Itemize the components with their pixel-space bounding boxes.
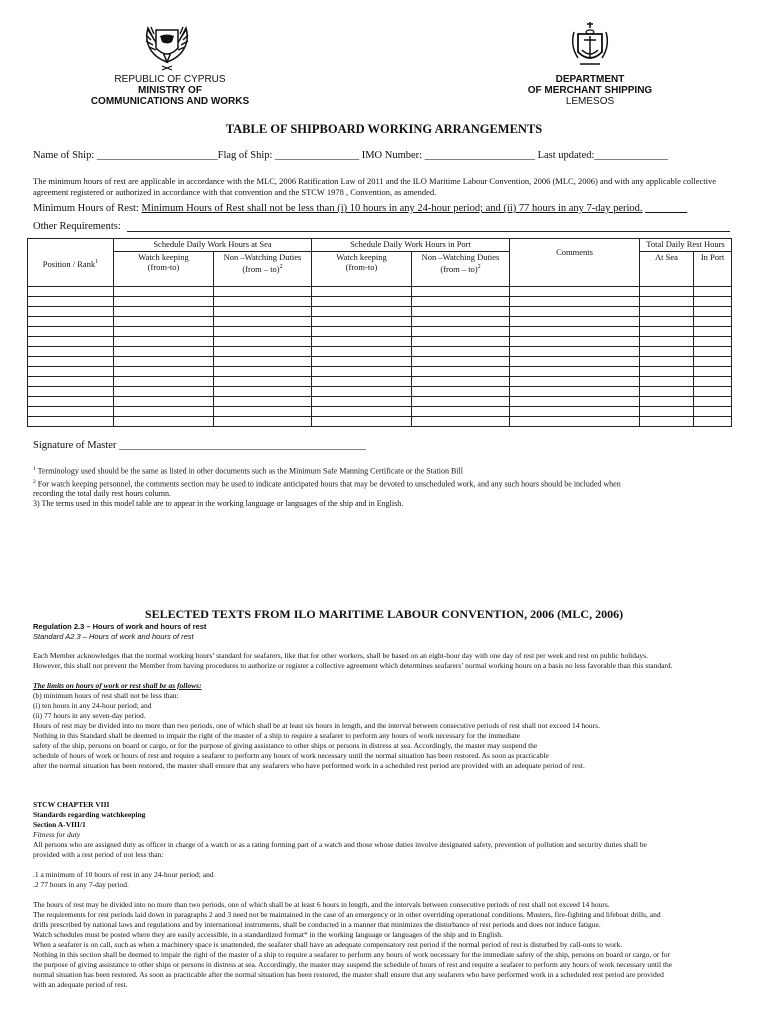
cyprus-emblem-icon	[142, 22, 192, 74]
table-cell[interactable]	[28, 387, 114, 397]
table-cell[interactable]	[312, 377, 412, 387]
table-cell[interactable]	[640, 327, 694, 337]
table-cell[interactable]	[214, 357, 312, 367]
min-rest-label: Minimum Hours of Rest:	[33, 203, 139, 214]
table-cell[interactable]	[114, 407, 214, 417]
table-row[interactable]	[28, 367, 732, 377]
signature-line[interactable]: Signature of Master _______________________________________________	[33, 440, 366, 451]
table-cell[interactable]	[214, 317, 312, 327]
table-row[interactable]	[28, 297, 732, 307]
table-cell[interactable]	[114, 377, 214, 387]
col-comments: Comments	[510, 239, 640, 287]
table-cell[interactable]	[640, 407, 694, 417]
table-cell[interactable]	[312, 417, 412, 427]
page-title: TABLE OF SHIPBOARD WORKING ARRANGEMENTS	[225, 122, 543, 136]
table-cell[interactable]	[214, 367, 312, 377]
table-cell[interactable]	[510, 367, 640, 377]
table-cell[interactable]	[312, 307, 412, 317]
table-cell[interactable]	[214, 327, 312, 337]
table-cell[interactable]	[114, 347, 214, 357]
table-cell[interactable]	[312, 357, 412, 367]
table-cell[interactable]	[640, 297, 694, 307]
table-row[interactable]	[28, 287, 732, 297]
table-cell[interactable]	[412, 417, 510, 427]
table-cell[interactable]	[694, 307, 732, 317]
section2-title: SELECTED TEXTS FROM ILO MARITIME LABOUR CONVENTION, 2006 (MLC, 2006)	[144, 607, 624, 621]
col-port: Schedule Daily Work Hours in Port	[312, 239, 510, 252]
table-cell[interactable]	[28, 287, 114, 297]
section2-standard: Standard A2.3 – Hours of work and hours of rest	[33, 632, 194, 641]
section3-body: STCW CHAPTER VIII Standards regarding watchkeeping Section A-VIII/1 Fitness for duty All persons who are assigned duty as officer in charge of a watch or as a rating forming part of a watch and those whose duties involve designated safety, prevention of pollution and security duties shall be provided with a rest period of not less than: .1 a minimum of 10 hours of rest in any 24-hour period; and .2 77 hours in any 7-day period. The hours of rest may be divided into no more than two periods, one of which shall be at least 6 hours in length, and the intervals between consecutive periods of rest shall not exceed 14 hours. The requirements for rest periods laid down in paragraphs 2 and 3 need not be maintained in the case of an emergency or in other overriding operational conditions. Musters, fire-fighting and lifeboat drills, and drills prescribed by national laws and regulations and by international instruments, shall be conducted in a manner that minimizes the disturbance of rest periods and does not induce fatigue. Watch schedules must be posted where they are easily accessible, in a standardized format* in the working language or languages of the ship and in English. When a seafarer is on call, such as when a machinery space is unattended, the seafarer shall have an adequate compensatory rest period if the normal period of rest is disturbed by call-outs to work. Nothing in this section shall be deemed to impair the right of the master of a ship to require a seafarer to perform any hours of work necessary for the immediate safety of the ship, persons on board or cargo, or for the purpose of giving assistance to other ships or persons in distress at sea. Accordingly, the master may suspend the schedule of hours of rest and require a seafarer to perform any hours of work necessary until the normal situation has been restored. As soon as practicable after the normal situation has been restored, the master shall ensure that any seafarers who have performed work in a scheduled rest period are provided with an adequate period of rest.	[33, 800, 673, 989]
table-cell[interactable]	[412, 297, 510, 307]
table-cell[interactable]	[412, 337, 510, 347]
table-cell[interactable]	[510, 397, 640, 407]
col-port-nonwatch: Non –Watching Duties (from – to)$^2$	[412, 252, 510, 287]
table-row[interactable]	[28, 377, 732, 387]
table-cell[interactable]	[312, 367, 412, 377]
table-cell[interactable]	[28, 377, 114, 387]
table-cell[interactable]	[312, 317, 412, 327]
footnote-2: For watch keeping personnel, the comments section may be used to indicate anticipated hours that may be devoted to unscheduled work, and any such hours should be included when	[37, 479, 621, 489]
table-cell[interactable]	[312, 397, 412, 407]
table-cell[interactable]	[412, 287, 510, 297]
table-cell[interactable]	[510, 417, 640, 427]
table-cell[interactable]	[510, 337, 640, 347]
table-cell[interactable]	[510, 297, 640, 307]
header-right-line3: LEMESOS	[565, 96, 615, 107]
col-sea: Schedule Daily Work Hours at Sea	[114, 239, 312, 252]
min-rest-value: Minimum Hours of Rest shall not be less than (i) 10 hours in any 24-hour period; and (ii) 77 hours in any 7-day period.	[141, 203, 643, 214]
footnotes: $^1$ Terminology used should be the same as listed in other documents such as the Minimum Safe Manning Certificate or the Station Bill $^2$ For watch keeping personnel, the comments section may be used to indicate anticipated hours that may be devoted to unscheduled work, and any such hours should be included when recording the total daily rest hours column. 3) The terms used in this model table are to appear in the working language or languages of the ship and in English.	[33, 464, 743, 509]
table-cell[interactable]	[640, 357, 694, 367]
header-left-line3: COMMUNICATIONS AND WORKS	[90, 96, 250, 107]
col-sea-nonwatch: Non –Watching Duties (from – to)$^2$	[214, 252, 312, 287]
table-cell[interactable]	[412, 387, 510, 397]
table-cell[interactable]	[312, 407, 412, 417]
table-cell[interactable]	[28, 347, 114, 357]
col-sea-watch: Watch keeping (from-to)	[114, 252, 214, 287]
table-cell[interactable]	[510, 347, 640, 357]
col-total: Total Daily Rest Hours	[640, 239, 732, 252]
table-cell[interactable]	[510, 307, 640, 317]
table-cell[interactable]	[28, 327, 114, 337]
col-in-port: In Port	[694, 252, 732, 287]
other-req-line[interactable]	[33, 221, 121, 232]
table-cell[interactable]	[694, 377, 732, 387]
table-cell[interactable]	[694, 337, 732, 347]
table-cell[interactable]	[510, 407, 640, 417]
table-cell[interactable]	[214, 417, 312, 427]
table-cell[interactable]	[114, 317, 214, 327]
table-cell[interactable]	[312, 287, 412, 297]
table-cell[interactable]	[640, 307, 694, 317]
table-cell[interactable]	[694, 347, 732, 357]
table-row[interactable]	[28, 407, 732, 417]
table-row[interactable]	[28, 387, 732, 397]
table-cell[interactable]	[214, 387, 312, 397]
intro-text: The minimum hours of rest are applicable in accordance with the MLC, 2006 Ratification Law of 2011 and the ILO Maritime Labour Convention, 2006 (MLC, 2006) and with any applicable collective agreement registered or authorized in accordance with that convention and the STCW 1978 , Convention, as amended.	[33, 176, 717, 197]
table-cell[interactable]	[214, 307, 312, 317]
table-cell[interactable]	[214, 347, 312, 357]
table-cell[interactable]	[312, 297, 412, 307]
table-cell[interactable]	[694, 407, 732, 417]
table-row[interactable]	[28, 417, 732, 427]
header-right-line1: DEPARTMENT	[555, 74, 625, 85]
table-cell[interactable]	[28, 357, 114, 367]
table-cell[interactable]	[640, 287, 694, 297]
table-cell[interactable]	[694, 357, 732, 367]
table-cell[interactable]	[694, 367, 732, 377]
table-cell[interactable]	[312, 327, 412, 337]
footnote-2-cont: recording the total daily rest hours column.	[33, 489, 171, 499]
table-cell[interactable]	[114, 417, 214, 427]
table-cell[interactable]	[510, 387, 640, 397]
table-cell[interactable]	[510, 357, 640, 367]
table-cell[interactable]	[28, 307, 114, 317]
table-cell[interactable]	[694, 287, 732, 297]
table-cell[interactable]	[412, 377, 510, 387]
table-cell[interactable]	[114, 287, 214, 297]
table-cell[interactable]	[510, 287, 640, 297]
other-req-underline	[127, 231, 730, 232]
other-req-label: Other Requirements:	[33, 221, 121, 232]
table-cell[interactable]	[694, 417, 732, 427]
table-cell[interactable]	[312, 387, 412, 397]
working-arrangements-table	[27, 238, 732, 427]
table-cell[interactable]	[28, 317, 114, 327]
table-cell[interactable]	[28, 397, 114, 407]
table-cell[interactable]	[412, 407, 510, 417]
section2-regulation: Regulation 2.3 – Hours of work and hours of rest	[33, 622, 207, 631]
footnote-3: 3) The terms used in this model table are to appear in the working language or languages of the ship and in English.	[33, 499, 404, 509]
table-cell[interactable]	[214, 287, 312, 297]
table-cell[interactable]	[694, 297, 732, 307]
table-cell[interactable]	[412, 357, 510, 367]
table-cell[interactable]	[694, 387, 732, 397]
table-cell[interactable]	[28, 337, 114, 347]
section2-body: Each Member acknowledges that the normal working hours’ standard for seafarers, like that for other workers, shall be based on an eight-hour day with one day of rest per week and rest on public holidays. However, this shall not prevent the Member from having procedures to authorize or register a collective agreement which determines seafarers’ normal working hours on a basis no less favorable than this standard. The limits on hours of work or rest shall be as follows: (b) minimum hours of rest shall not be less than: (i) ten hours in any 24-hour period; and (ii) 77 hours in any seven-day period. Hours of rest may be divided into no more than two periods, one of which shall be at least six hours in length, and the interval between consecutive periods of rest shall not exceed 14 hours. Nothing in this Standard shall be deemed to impair the right of the master of a ship to require a seafarer to perform any hours of work necessary for the immediate safety of the ship, persons on board or cargo, or for the purpose of giving assistance to other ships or persons in distress at sea. Accordingly, the master may suspend the schedule of hours of work or hours of rest and require a seafarer to perform any hours of work necessary until the normal situation has been restored. As soon as practicable after the normal situation has been restored, the master shall ensure that any seafarers who have performed work in a scheduled rest period are provided with an adequate period of rest.	[33, 651, 673, 770]
table-cell[interactable]	[694, 397, 732, 407]
table-cell[interactable]	[640, 367, 694, 377]
anchor-emblem-icon	[568, 20, 612, 70]
table-row[interactable]	[28, 317, 732, 327]
col-position: Position / Rank$^1$	[28, 239, 114, 287]
table-cell[interactable]	[412, 347, 510, 357]
table-cell[interactable]	[114, 297, 214, 307]
table-cell[interactable]	[312, 337, 412, 347]
table-row[interactable]	[28, 347, 732, 357]
table-cell[interactable]	[114, 397, 214, 407]
table-row[interactable]	[28, 307, 732, 317]
table-cell[interactable]	[412, 397, 510, 407]
table-cell[interactable]	[214, 377, 312, 387]
table-cell[interactable]	[510, 377, 640, 387]
table-cell[interactable]	[114, 367, 214, 377]
header-right	[500, 74, 680, 107]
table-cell[interactable]	[412, 317, 510, 327]
table-cell[interactable]	[640, 377, 694, 387]
min-rest-line[interactable]	[33, 203, 687, 214]
table-cell[interactable]	[214, 297, 312, 307]
table-cell[interactable]	[510, 317, 640, 327]
header-left-line1: REPUBLIC OF CYPRUS	[114, 74, 226, 85]
table-cell[interactable]	[412, 367, 510, 377]
table-row[interactable]	[28, 397, 732, 407]
table-row[interactable]	[28, 327, 732, 337]
col-port-watch: Watch keeping (from-to)	[312, 252, 412, 287]
table-cell[interactable]	[694, 317, 732, 327]
table-cell[interactable]	[28, 407, 114, 417]
table-cell[interactable]	[114, 357, 214, 367]
table-cell[interactable]	[114, 307, 214, 317]
table-cell[interactable]	[412, 327, 510, 337]
header-left-line2: MINISTRY OF	[138, 85, 202, 96]
ship-details-line[interactable]: Name of Ship: _______________________Flag of Ship: ________________ IMO Number: _____________________ Last updated:______________	[33, 150, 668, 161]
table-cell[interactable]	[640, 347, 694, 357]
table-cell[interactable]	[114, 337, 214, 347]
table-cell[interactable]	[640, 337, 694, 347]
table-cell[interactable]	[412, 307, 510, 317]
table-cell[interactable]	[640, 317, 694, 327]
table-cell[interactable]	[214, 407, 312, 417]
table-cell[interactable]	[114, 327, 214, 337]
table-cell[interactable]	[28, 297, 114, 307]
table-row[interactable]	[28, 337, 732, 347]
table-cell[interactable]	[214, 337, 312, 347]
table-cell[interactable]	[114, 387, 214, 397]
table-cell[interactable]	[640, 387, 694, 397]
table-cell[interactable]	[640, 417, 694, 427]
header-right-line2: OF MERCHANT SHIPPING	[527, 85, 653, 96]
table-cell[interactable]	[214, 397, 312, 407]
table-cell[interactable]	[640, 397, 694, 407]
footnote-1: Terminology used should be the same as listed in other documents such as the Minimum Safe Manning Certificate or the Station Bill	[37, 466, 463, 476]
table-row[interactable]	[28, 357, 732, 367]
table-cell[interactable]	[28, 367, 114, 377]
table-cell[interactable]	[312, 347, 412, 357]
table-cell[interactable]	[694, 327, 732, 337]
table-cell[interactable]	[510, 327, 640, 337]
col-at-sea: At Sea	[640, 252, 694, 287]
table-cell[interactable]	[28, 417, 114, 427]
header-left	[80, 74, 260, 107]
